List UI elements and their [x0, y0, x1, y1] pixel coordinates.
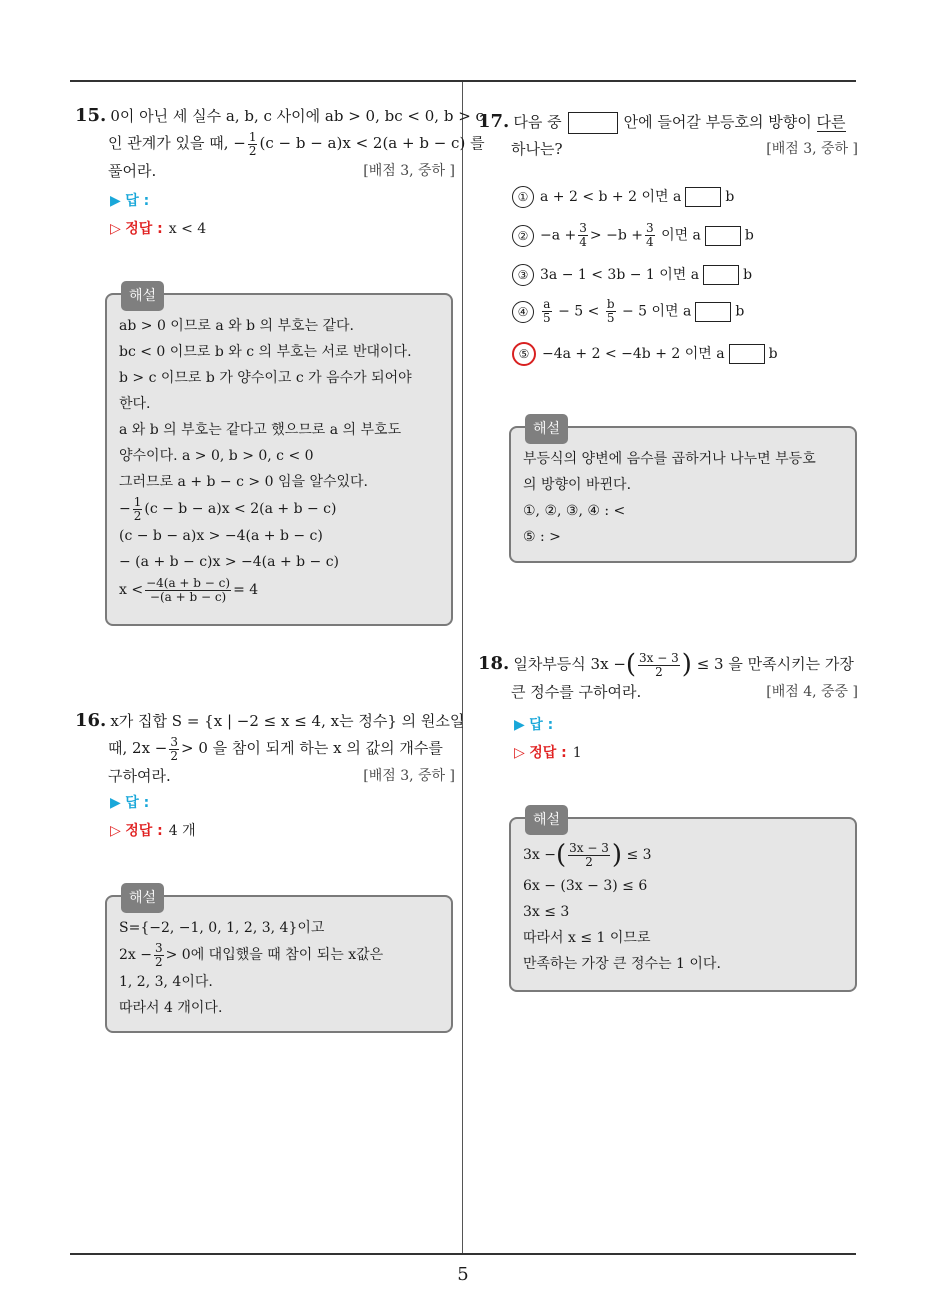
question-16 [75, 707, 465, 790]
play-icon: ▶ [110, 193, 121, 209]
option-5[interactable]: ⑤ −4a + 2 < −4b + 2 이면 a b [512, 342, 778, 366]
explain-line: 만족하는 가장 큰 정수는 1 이다. [523, 956, 721, 972]
explain-line: 한다. [119, 396, 151, 412]
correct-answer-row [110, 820, 196, 840]
question-text-line2a: 인 관계가 있을 때, − [108, 134, 246, 152]
question-number: 16. [75, 710, 107, 731]
option-3[interactable]: ③ 3a − 1 < 3b − 1 이면 a b [512, 264, 752, 286]
question-text-line1: 0이 아닌 세 실수 a, b, c 사이에 ab > 0, bc < 0, b > c [110, 107, 484, 125]
underlined-word: 다른 [816, 113, 846, 131]
question-text: 일차부등식 3x − [513, 655, 626, 673]
equation: (c − b − a)x > −4(a + b − c) [119, 528, 323, 544]
fraction: $\frac{1}{2}$ [248, 129, 257, 158]
fraction: $\frac{3}{2}$ [170, 734, 179, 763]
question-number: 15. [75, 105, 107, 126]
equation: 3x −( $\frac{3x - 3}{2}$ ) ≤ 3 [523, 840, 652, 870]
correct-value: 1 [572, 745, 582, 761]
explanation-panel-18 [509, 812, 857, 992]
question-18: 18. 일차부등식 3x −( $\frac{3x - 3}{2}$ ) ≤ 3 을 만족시키는 가장 큰 정수를 구하여라. [배점 4, 중중 ] [478, 650, 858, 706]
explanation-panel-15 [105, 288, 453, 626]
question-text: 안에 들어갈 부등호의 방향이 [623, 113, 812, 131]
explain-line: ab > 0 이므로 a 와 b 의 부호는 같다. [119, 318, 354, 334]
explanation-tab: 해설 [525, 805, 568, 835]
blank-box [695, 302, 731, 322]
option-marker: ④ [512, 301, 534, 323]
question-number: 17. [478, 111, 510, 132]
question-number: 18. [478, 653, 510, 674]
question-text-line3: 구하여라. [108, 766, 171, 785]
answer-row [110, 792, 149, 812]
option-marker: ① [512, 186, 534, 208]
answer-label: 답 : [529, 717, 554, 733]
correct-label: 정답 : [529, 745, 567, 761]
explanation-tab: 해설 [121, 883, 164, 913]
explain-line: 2x − $\frac{3}{2}$ > 0에 대입했을 때 참이 되는 x값은 [119, 940, 384, 969]
explain-line: 그러므로 a + b − c > 0 임을 알수있다. [119, 474, 368, 490]
option-1[interactable]: ① a + 2 < b + 2 이면 a b [512, 186, 734, 208]
explain-line: ①, ②, ③, ④ : < [523, 503, 626, 519]
answer-row [110, 190, 149, 210]
explain-line: 양수이다. a > 0, b > 0, c < 0 [119, 448, 314, 464]
option-4[interactable]: ④ $\frac{a}{5}$ − 5 < $\frac{b}{5}$ − 5 이면 a b [512, 298, 744, 325]
blank-box [568, 112, 618, 134]
explanation-panel-17 [509, 421, 857, 563]
equation: 6x − (3x − 3) ≤ 6 [523, 878, 648, 894]
question-text-line3: 풀어라. [108, 161, 157, 180]
question-text-line2: 큰 정수를 구하여라. [511, 682, 642, 701]
score-label: [배점 4, 중중 ] [766, 683, 858, 700]
column-divider [462, 82, 463, 1253]
correct-label: 정답 : [125, 823, 163, 839]
page-number: 5 [457, 1264, 469, 1285]
explain-line: S={−2, −1, 0, 1, 2, 3, 4}이고 [119, 920, 325, 936]
score-label: [배점 3, 중하 ] [363, 162, 455, 179]
play-icon: ▶ [110, 795, 121, 811]
selected-option-marker: ⑤ [512, 342, 536, 366]
correct-answer-row [110, 218, 206, 238]
equation: x < $\frac{-4(a + b - c)}{-(a + b - c)}$ = 4 [119, 575, 259, 604]
top-rule [70, 80, 856, 82]
outline-play-icon: ▷ [110, 221, 121, 237]
explain-line: 따라서 4 개이다. [119, 1000, 223, 1016]
question-text-line2a: 때, 2x − [108, 739, 168, 757]
explain-line: 의 방향이 바뀐다. [523, 477, 632, 493]
question-17 [478, 108, 858, 163]
question-15 [75, 102, 485, 185]
blank-box [729, 344, 765, 364]
blank-box [703, 265, 739, 285]
explanation-tab: 해설 [121, 281, 164, 311]
question-text-line2b: > 0 을 참이 되게 하는 x 의 값의 개수를 [181, 739, 443, 757]
answer-label: 답 : [125, 193, 150, 209]
question-text-line2b: (c − b − a)x < 2(a + b − c) 를 [259, 134, 485, 152]
question-text-line1: x가 집합 S = {x | −2 ≤ x ≤ 4, x는 정수} 의 원소일 [110, 712, 465, 730]
correct-answer-row [514, 742, 582, 762]
explain-line: a 와 b 의 부호는 같다고 했으므로 a 의 부호도 [119, 422, 402, 438]
answer-row [514, 714, 553, 734]
explain-line: bc < 0 이므로 b 와 c 의 부호는 서로 반대이다. [119, 344, 412, 360]
explain-line: 부등식의 양변에 음수를 곱하거나 나누면 부등호 [523, 451, 816, 467]
answer-label: 답 : [125, 795, 150, 811]
option-2[interactable]: ② −a + $\frac{3}{4}$ > −b + $\frac{3}{4}$ 이면 a b [512, 222, 754, 249]
equation: − (a + b − c)x > −4(a + b − c) [119, 554, 340, 570]
option-marker: ② [512, 225, 534, 247]
explain-line: b > c 이므로 b 가 양수이고 c 가 음수가 되어야 [119, 370, 412, 386]
question-text: 다음 중 [513, 113, 562, 131]
correct-value: 4 개 [168, 823, 196, 839]
option-marker: ③ [512, 264, 534, 286]
correct-label: 정답 : [125, 221, 163, 237]
score-label: [배점 3, 중하 ] [363, 767, 455, 784]
equation: − $\frac{1}{2}$ (c − b − a)x < 2(a + b − c) [119, 494, 337, 523]
outline-play-icon: ▷ [514, 745, 525, 761]
explanation-tab: 해설 [525, 414, 568, 444]
explain-line: ⑤ : > [523, 529, 561, 545]
blank-box [685, 187, 721, 207]
fraction: $\frac{3x - 3}{2}$ [639, 650, 679, 679]
question-text: ≤ 3 을 만족시키는 가장 [696, 655, 854, 673]
correct-value: x < 4 [168, 221, 207, 237]
bottom-rule [70, 1253, 856, 1255]
equation: 3x ≤ 3 [523, 904, 570, 920]
score-label: [배점 3, 중하 ] [766, 141, 858, 157]
explain-line: 1, 2, 3, 4이다. [119, 974, 213, 990]
question-text-line2: 하나는? [511, 140, 563, 158]
outline-play-icon: ▷ [110, 823, 121, 839]
explain-line: 따라서 x ≤ 1 이므로 [523, 930, 651, 946]
play-icon: ▶ [514, 717, 525, 733]
explanation-panel-16 [105, 890, 453, 1033]
blank-box [705, 226, 741, 246]
